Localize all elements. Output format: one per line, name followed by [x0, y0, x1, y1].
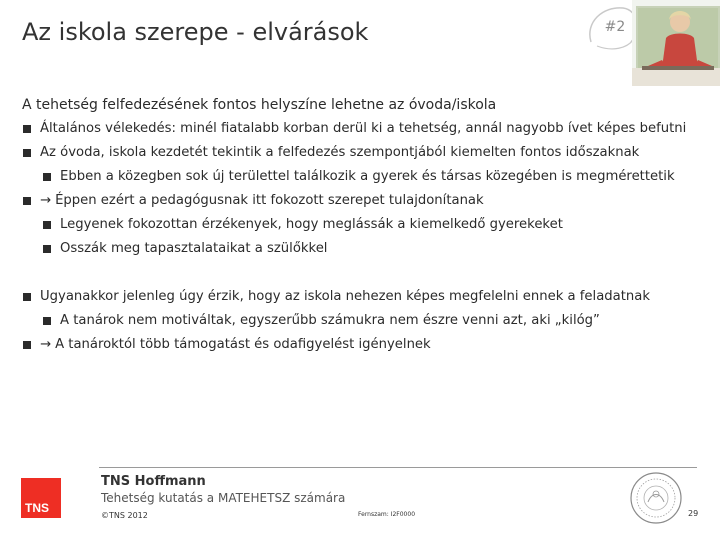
- footer-copyright: ©TNS 2012: [101, 511, 148, 520]
- arrow-right-icon: →: [40, 193, 52, 208]
- bullet-item: [22, 120, 702, 138]
- slide-number-badge: #2: [604, 19, 626, 35]
- bullet-text: Legyenek fokozottan érzékenyek, hogy meglássák a kiemelkedő gyerekeket: [60, 217, 563, 232]
- sub-bullet-item: [42, 168, 702, 186]
- square-bullet-icon: [43, 221, 51, 229]
- square-bullet-icon: [23, 197, 31, 205]
- slide-headline: A tehetség felfedezésének fontos helyszíne lehetne az óvoda/iskola: [22, 97, 497, 113]
- bullet-item: [22, 192, 702, 210]
- arrow-right-icon: →: [40, 337, 52, 352]
- square-bullet-icon: [43, 317, 51, 325]
- bullet-text: Ebben a közegben sok új területtel találkozik a gyerek és társas közegében is megmérettetik: [60, 169, 675, 184]
- slide-content: [22, 96, 702, 360]
- footer-company: TNS Hoffmann: [101, 474, 206, 489]
- tns-logo-text: TNS: [25, 501, 49, 515]
- bullet-text: A tanároktól több támogatást és odafigyelést igényelnek: [55, 337, 431, 352]
- footer-subtitle: Tehetség kutatás a MATEHETSZ számára: [101, 491, 346, 505]
- footer-divider: [99, 467, 697, 468]
- square-bullet-icon: [23, 293, 31, 301]
- bullet-text: Osszák meg tapasztalataikat a szülőkkel: [60, 241, 328, 256]
- footer-reference: Fernszam: I2F0000: [358, 511, 416, 518]
- sub-bullet-item: [42, 312, 702, 330]
- bullet-text: Éppen ezért a pedagógusnak itt fokozott szerepet tulajdonítanak: [55, 193, 484, 208]
- sub-bullet-item: [42, 240, 702, 258]
- square-bullet-icon: [43, 173, 51, 181]
- matehetsz-seal-icon: [628, 470, 684, 526]
- square-bullet-icon: [23, 341, 31, 349]
- teacher-photo: [632, 0, 720, 86]
- square-bullet-icon: [23, 149, 31, 157]
- tns-logo: [21, 478, 61, 518]
- bullet-item: [22, 144, 702, 162]
- bullet-text: Ugyanakkor jelenleg úgy érzik, hogy az iskola nehezen képes megfelelni ennek a feladatnak: [40, 289, 650, 304]
- slide-title: Az iskola szerepe - elvárások: [22, 18, 369, 46]
- bullet-item: [22, 336, 702, 354]
- sub-bullet-item: [42, 216, 702, 234]
- square-bullet-icon: [43, 245, 51, 253]
- square-bullet-icon: [23, 125, 31, 133]
- spacer: [22, 264, 702, 288]
- page-number: 29: [688, 509, 699, 518]
- bullet-text: Az óvoda, iskola kezdetét tekintik a felfedezés szempontjából kiemelten fontos időszaknak: [40, 145, 640, 160]
- bullet-text: A tanárok nem motiváltak, egyszerűbb számukra nem észre venni azt, aki „kilóg”: [60, 313, 600, 328]
- bullet-text: Általános vélekedés: minél fiatalabb korban derül ki a tehetség, annál nagyobb ívet képes befutni: [40, 121, 687, 136]
- bullet-item: [22, 288, 702, 306]
